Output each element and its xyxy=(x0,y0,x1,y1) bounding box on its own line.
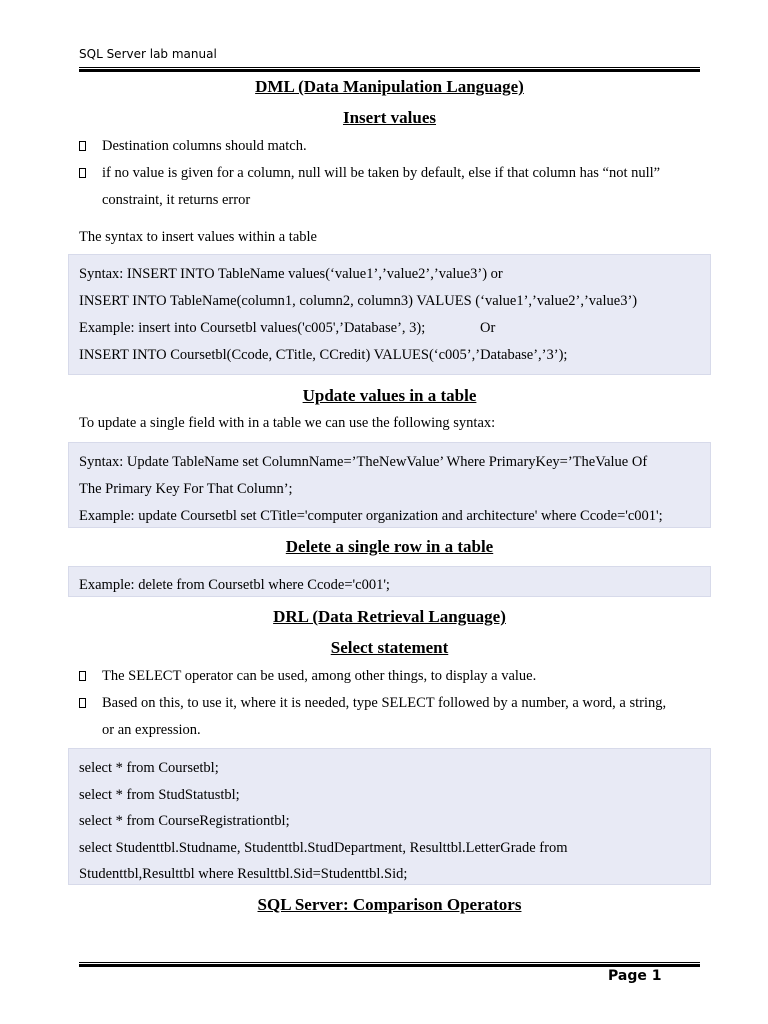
code-line: select * from Coursetbl; xyxy=(79,760,219,776)
comparison-heading: SQL Server: Comparison Operators xyxy=(257,895,522,914)
update-heading: Update values in a table xyxy=(302,386,477,405)
header-rule-thick xyxy=(79,69,700,72)
bullet-text: if no value is given for a column, null will be taken by default, else if that column has “not null” xyxy=(102,165,661,181)
delete-heading: Delete a single row in a table xyxy=(285,537,494,556)
footer-rule-thick xyxy=(79,964,700,967)
bullet-icon xyxy=(79,141,86,151)
code-line: Studenttbl,Resulttbl where Resulttbl.Sid=Studenttbl.Sid; xyxy=(79,866,408,882)
code-line: select Studenttbl.Studname, Studenttbl.StudDepartment, Resulttbl.LetterGrade from xyxy=(79,840,568,856)
select-heading: Select statement xyxy=(330,638,449,657)
update-intro: To update a single field with in a table we can use the following syntax: xyxy=(79,415,496,431)
insert-intro: The syntax to insert values within a table xyxy=(79,229,317,245)
bullet-icon xyxy=(79,168,86,178)
insert-heading: Insert values xyxy=(342,108,437,127)
code-line: select * from CourseRegistrationtbl; xyxy=(79,813,290,829)
code-line: select * from StudStatustbl; xyxy=(79,787,240,803)
code-line: Example: insert into Coursetbl values('c005',’Database’, 3); xyxy=(79,320,426,336)
code-line: Example: delete from Coursetbl where Ccode='c001'; xyxy=(79,577,390,593)
code-line: INSERT INTO Coursetbl(Ccode, CTitle, CCredit) VALUES(‘c005’,’Database’,’3’); xyxy=(79,347,568,363)
bullet-text: Destination columns should match. xyxy=(102,138,307,154)
code-line: INSERT INTO TableName(column1, column2, column3) VALUES (‘value1’,’value2’,’value3’) xyxy=(79,293,638,309)
code-line: The Primary Key For That Column’; xyxy=(79,481,293,497)
bullet-text-continued: constraint, it returns error xyxy=(102,192,251,208)
running-head: SQL Server lab manual xyxy=(79,47,217,61)
footer-rule-thin xyxy=(79,962,700,963)
code-line-or: Or xyxy=(480,320,496,336)
page-number: Page 1 xyxy=(608,968,662,984)
code-line: Syntax: Update TableName set ColumnName=’TheNewValue’ Where PrimaryKey=’TheValue Of xyxy=(79,454,648,470)
bullet-icon xyxy=(79,671,86,681)
dml-heading: DML (Data Manipulation Language) xyxy=(255,77,524,96)
bullet-text-continued: or an expression. xyxy=(102,722,201,738)
header-rule-thin xyxy=(79,67,700,68)
bullet-text: Based on this, to use it, where it is needed, type SELECT followed by a number, a word, a string, xyxy=(102,695,667,711)
code-line: Syntax: INSERT INTO TableName values(‘value1’,’value2’,’value3’) or xyxy=(79,266,503,282)
drl-heading: DRL (Data Retrieval Language) xyxy=(273,607,506,626)
code-line: Example: update Coursetbl set CTitle='computer organization and architecture' where Ccode='c001'; xyxy=(79,508,663,524)
bullet-text: The SELECT operator can be used, among other things, to display a value. xyxy=(102,668,537,684)
bullet-icon xyxy=(79,698,86,708)
